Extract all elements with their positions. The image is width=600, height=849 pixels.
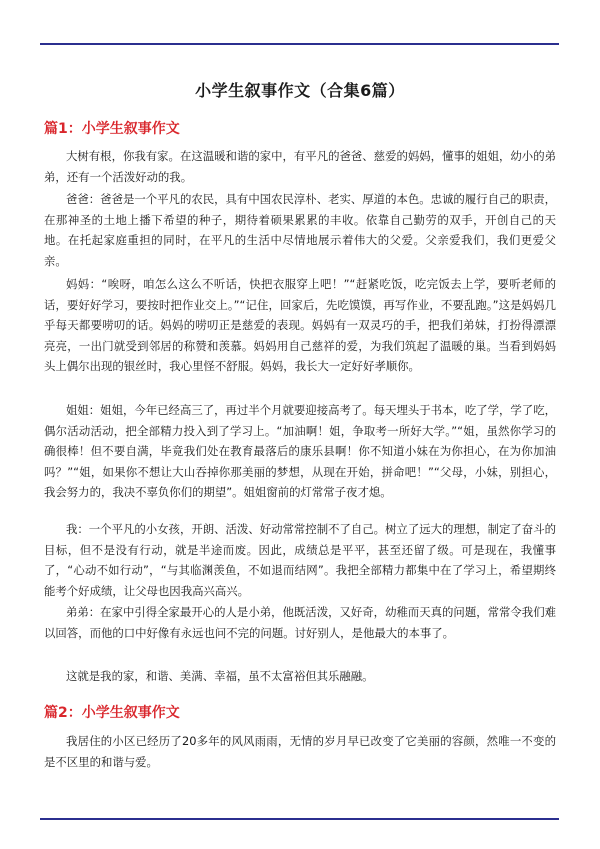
section-1-paragraph-4: 姐姐：姐姐，今年已经高三了，再过半个月就要迎接高考了。每天埋头于书本，吃了学，学了吃，偶尔活动活动，把全部精力投入到了学习上。“加油啊！姐，争取考一所好大学。”“姐，虽然你学习的确很棒！但不要自满，毕竟我们处在教育最落后的康乐县啊！你不知道小妹在为你担心，在为你加油吗？”“姐，如果你不想让大山吞掉你那美丽的梦想，从现在开始，拼命吧！”“父母，小妹，别担心，我会努力的，我决不辜负你们的期望”。姐姐窗前的灯常常子夜才熄。 (44, 403, 556, 499)
section-1-paragraph-2: 爸爸：爸爸是一个平凡的农民，具有中国农民淳朴、老实、厚道的本色。忠诚的履行自己的职责，在那神圣的土地上播下希望的种子，期待着硕果累累的丰收。依靠自己勤劳的双手，开创自己的天地。在托起家庭重担的同时，在平凡的生活中尽情地展示着伟大的父爱。父亲爱我们，我们更爱父亲。 (44, 192, 556, 268)
section-2-heading: 篇2：小学生叙事作文 (44, 705, 180, 721)
section-1-paragraph-5: 我：一个平凡的小女孩，开朗、活泼、好动常常控制不了自己。树立了远大的理想，制定了奋斗的目标，但不是没有行动，就是半途而废。因此，成绩总是平平，甚至还留了级。可是现在，我懂事了，“心动不如行动”，“与其临渊羡鱼，不如退而结网”。我把全部精力都集中在了学习上，希望期终能考个好成绩，让父母也因我高兴高兴。 (44, 522, 556, 598)
section-1-paragraph-7: 这就是我的家，和谐、美满、幸福，虽不太富裕但其乐融融。 (66, 669, 374, 683)
document-title: 小学生叙事作文（合集6篇） (195, 81, 405, 100)
section-1-heading: 篇1：小学生叙事作文 (44, 121, 180, 137)
section-1-paragraph-3: 妈妈：“唉呀，咱怎么这么不听话，快把衣服穿上吧！”“赶紧吃饭，吃完饭去上学，要听老师的话，要好好学习，要按时把作业交上。”“记住，回家后，先吃馍馍，再写作业，不要乱跑。”这是妈妈几乎每天都要唠叨的话。妈妈的唠叨正是慈爱的表现。妈妈有一双灵巧的手，把我们弟妹，打扮得漂漂亮亮，一出门就受到邻居的称赞和羡慕。妈妈用自己慈祥的爱，为我们筑起了温暖的巢。当看到妈妈头上偶尔出现的银丝时，我心里怪不舒服。妈妈，我长大一定好好孝顺你。 (44, 277, 556, 373)
bottom-divider (40, 818, 559, 820)
section-1-paragraph-1: 大树有根，你我有家。在这温暖和谐的家中，有平凡的爸爸、慈爱的妈妈，懂事的姐姐，幼小的弟弟，还有一个活泼好动的我。 (44, 149, 556, 184)
section-2-paragraph-1: 我居住的小区已经历了20多年的风风雨雨，无情的岁月早已改变了它美丽的容颜，然唯一不变的是不区里的和谐与爱。 (44, 734, 556, 769)
top-divider (40, 43, 559, 45)
section-1-paragraph-6: 弟弟：在家中引得全家最开心的人是小弟，他既活泼，又好奇，幼稚而天真的问题，常常令我们难以回答，而他的口中好像有永远也问不完的问题。讨好别人，是他最大的本事了。 (44, 605, 556, 640)
